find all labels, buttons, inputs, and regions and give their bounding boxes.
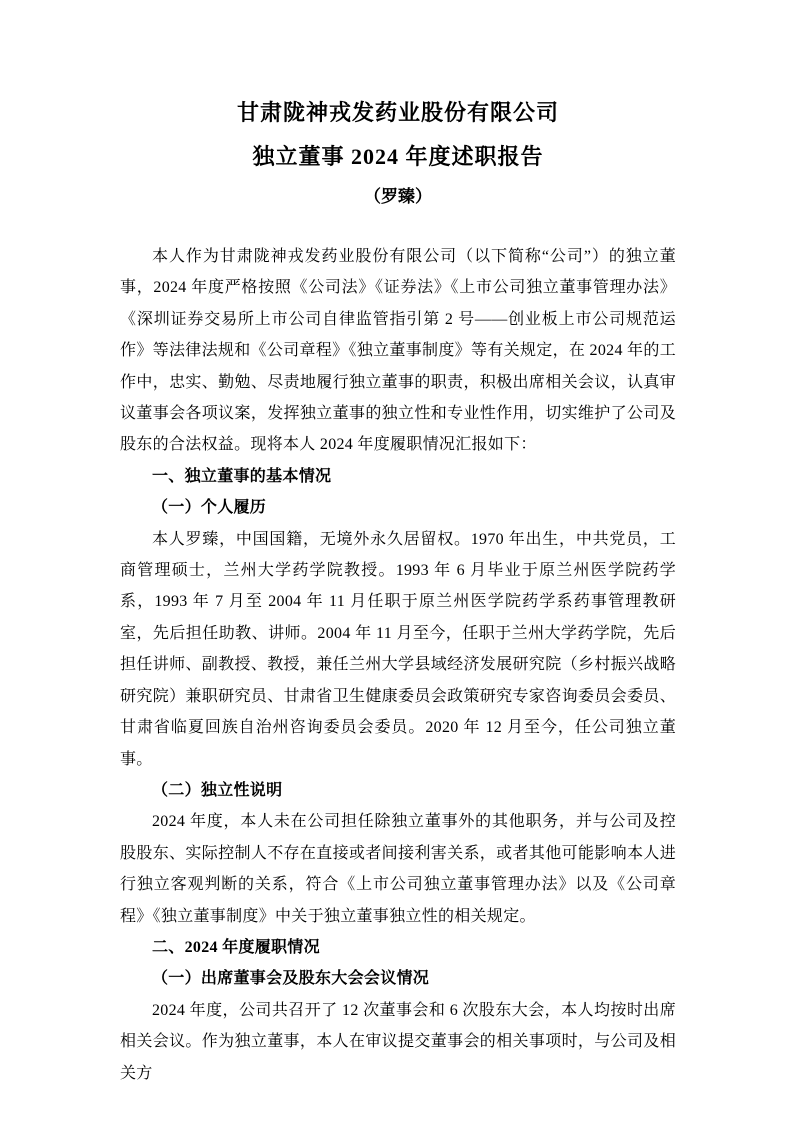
heading-section-1-1: （一）个人履历 [152, 499, 267, 517]
document-author: （罗臻） [364, 187, 432, 206]
heading-section-2: 二、2024 年度履职情况 [152, 938, 320, 956]
heading-section-1-2: （二）独立性说明 [152, 781, 283, 799]
document-title: 甘肃陇神戎发药业股份有限公司 [236, 100, 559, 125]
heading-section-2-1: （一）出席董事会及股东大会会议情况 [152, 970, 430, 988]
heading-section-1: 一、独立董事的基本情况 [152, 467, 332, 485]
paragraph-independence-statement: 2024 年度，本人未在公司担任除独立董事外的其他职务，并与公司及控股股东、实际控制人不存在直接或者间接利害关系，或者其他可能影响本人进行独立客观判断的关系，符合《上市公司独立董事管理办法》以及《公司章程》《独立董事制度》中关于独立董事独立性的相关规定。 [120, 813, 676, 925]
paragraph-intro: 本人作为甘肃陇神戎发药业股份有限公司（以下简称“公司”）的独立董事，2024 年度严格按照《公司法》《证券法》《上市公司独立董事管理办法》《深圳证券交易所上市公司自律监管指引第 2 号——创业板上市公司规范运作》等法律法规和《公司章程》《独立董事制度》等有关规定，在 2024 年的工作中，忠实、勤勉、尽责地履行独立董事的职责，积极出席相关会议，认真审议董事会各项议案，发挥独立董事的独立性和专业性作用，切实维护了公司及股东的合法权益。现将本人 2024 年度履职情况汇报如下： [120, 248, 676, 454]
paragraph-personal-resume: 本人罗臻，中国国籍，无境外永久居留权。1970 年出生，中共党员，工商管理硕士，兰州大学药学院教授。1993 年 6 月毕业于原兰州医学院药学系，1993 年 7 月至 2004 年 11 月任职于原兰州医学院药学系药事管理教研室，先后担任助教、讲师。2004 年 11 月至今，任职于兰州大学药学院，先后担任讲师、副教授、教授，兼任兰州大学县域经济发展研究院（乡村振兴战略研究院）兼职研究员、甘肃省卫生健康委员会政策研究专家咨询委员会委员、甘肃省临夏回族自治州咨询委员会委员。2020 年 12 月至今，任公司独立董事。 [120, 530, 676, 768]
paragraph-meeting-attendance: 2024 年度，公司共召开了 12 次董事会和 6 次股东大会，本人均按时出席相关会议。作为独立董事，本人在审议提交董事会的相关事项时，与公司及相关方 [120, 1001, 676, 1082]
document-body [120, 241, 676, 1089]
document-subtitle: 独立董事 2024 年度述职报告 [252, 144, 544, 169]
